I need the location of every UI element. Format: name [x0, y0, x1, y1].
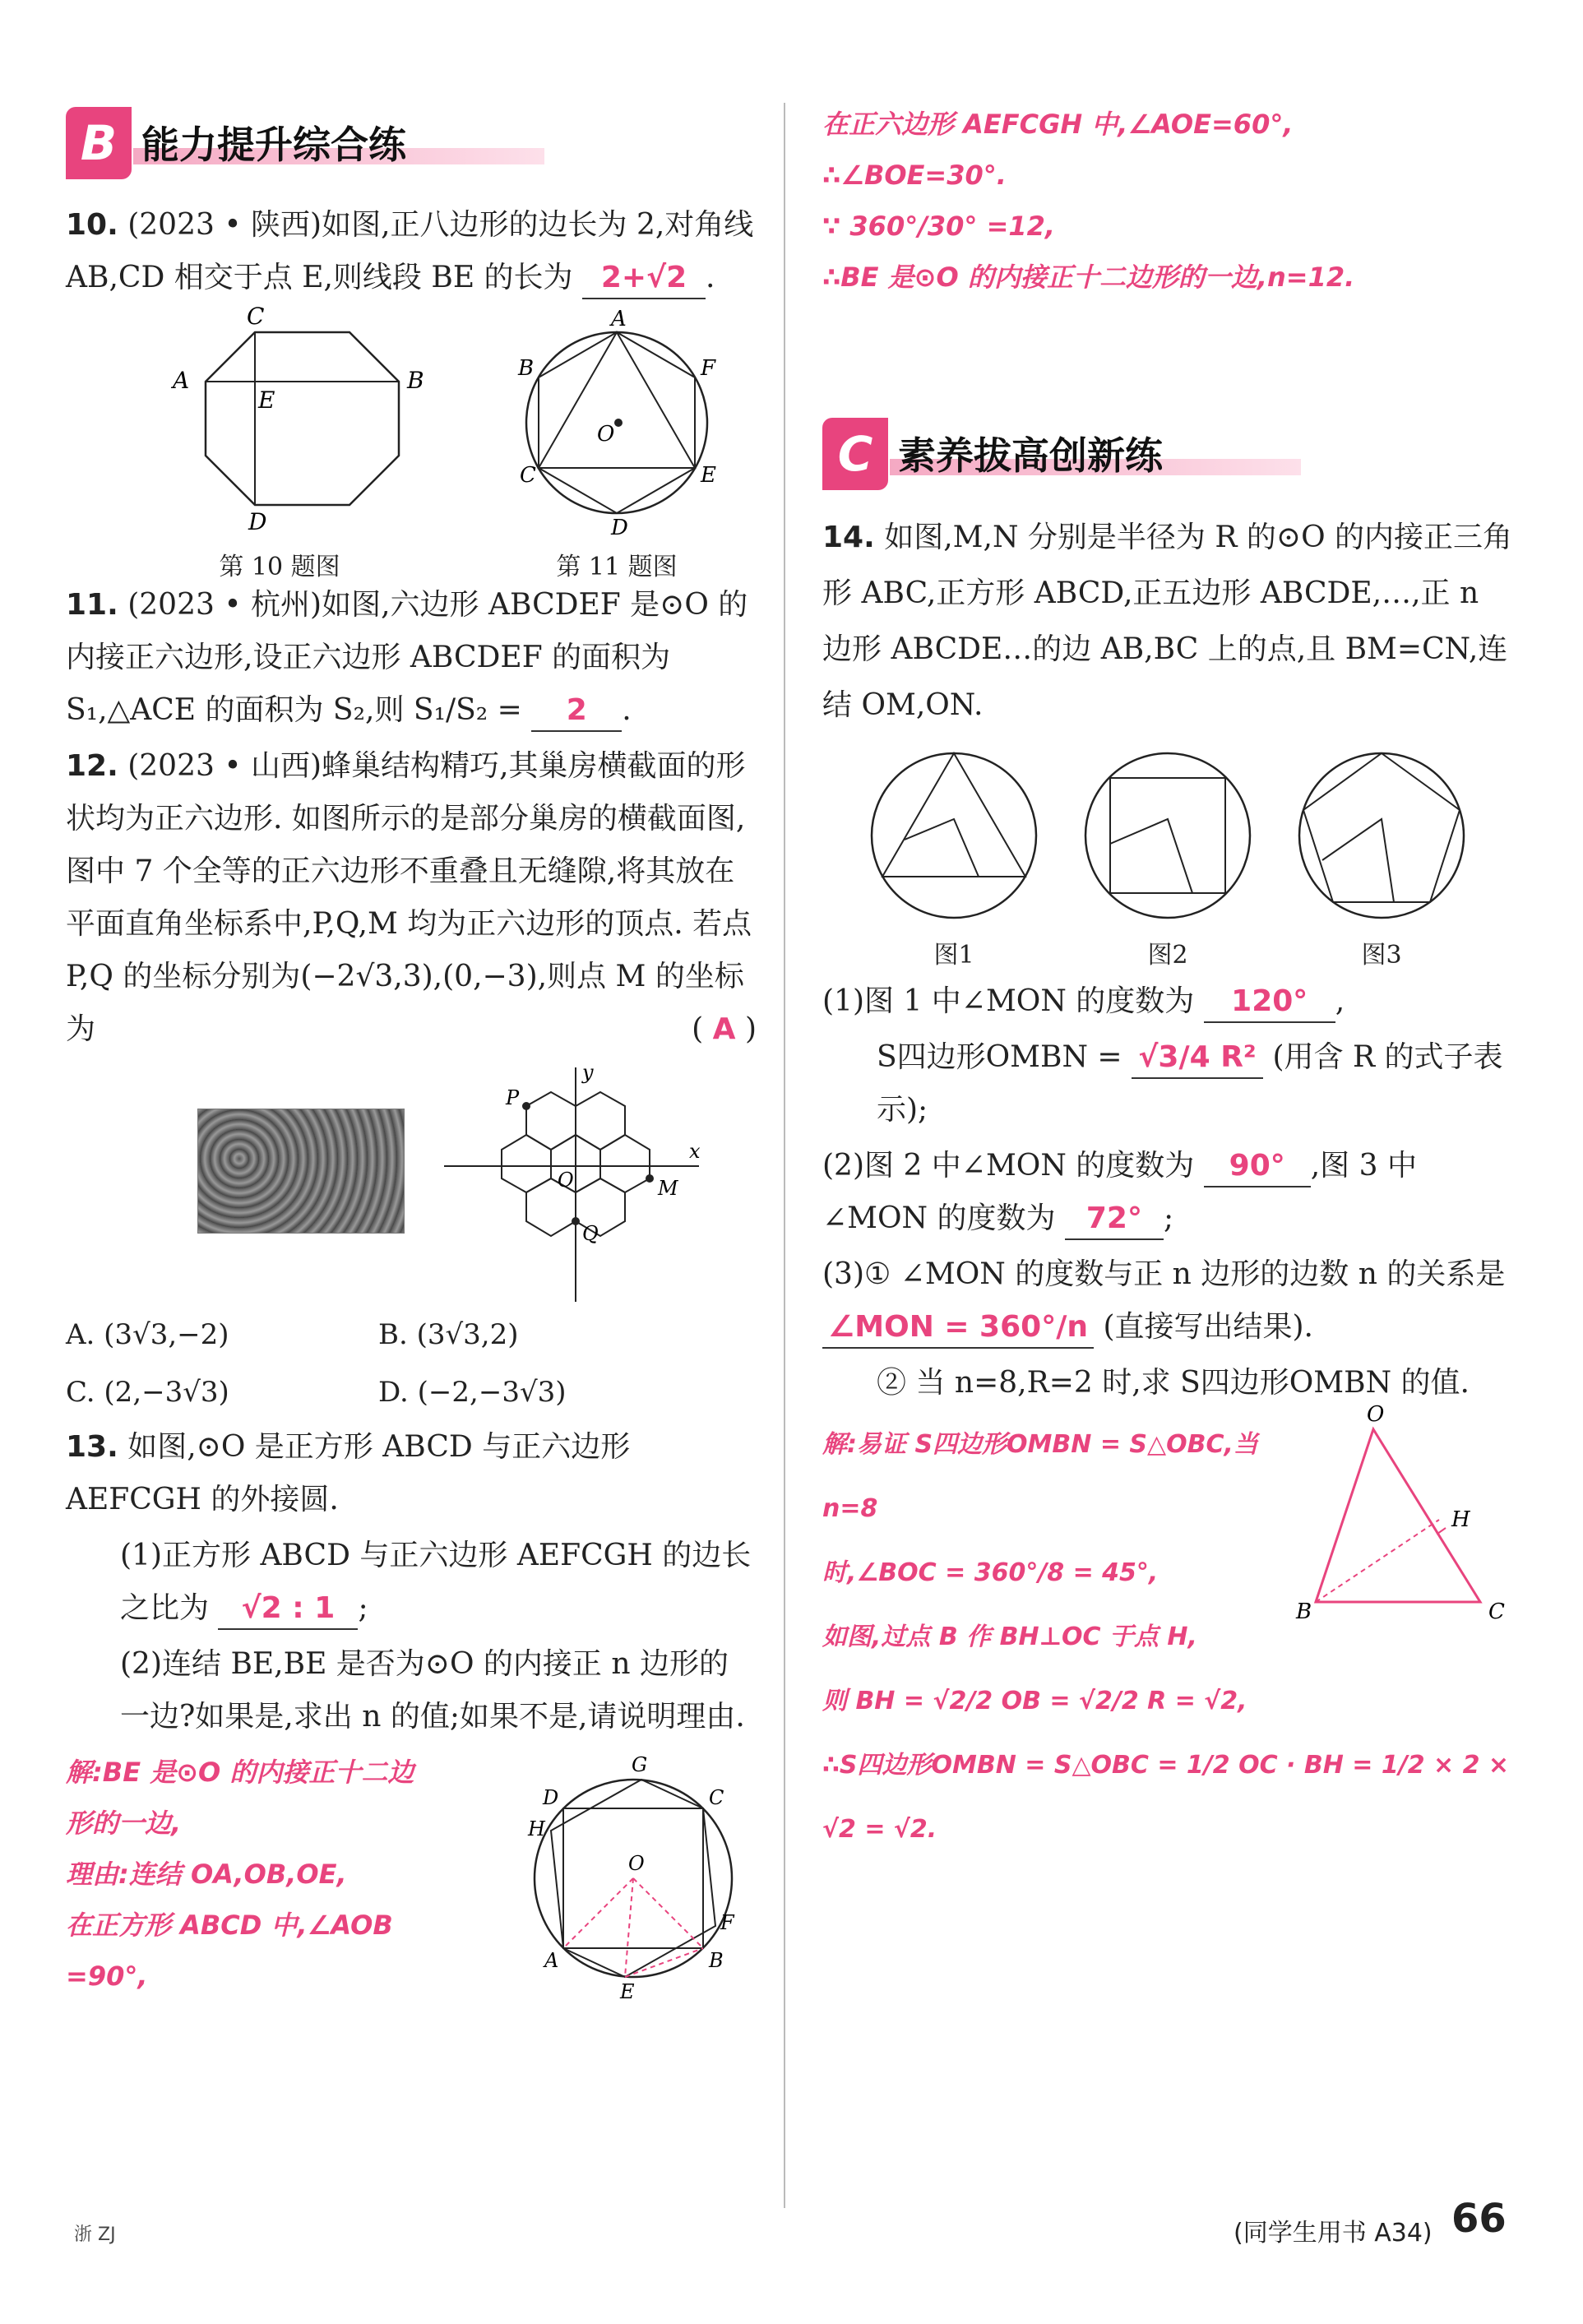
answer-blank: ∠MON = 360°/n: [822, 1308, 1094, 1349]
part-text: (2)连结 BE,BE 是否为⊙O 的内接正 n 边形的一边?如果是,求出 n 的值;如果不是,请说明理由.: [120, 1647, 745, 1734]
caption-fig1: 图1: [933, 941, 974, 970]
choice-b[interactable]: B. (3√3,2): [378, 1318, 519, 1351]
figures-10-11: [66, 303, 757, 581]
choices-12: [66, 1306, 757, 1421]
label-d: D: [611, 516, 628, 540]
octagon: [206, 332, 399, 505]
label-d: D: [248, 508, 267, 535]
hexagon-circle-figure: [444, 308, 740, 538]
caption-11: 第 11 题图: [556, 553, 678, 581]
question-13-part-1: [66, 1530, 757, 1635]
page-number: 66: [1451, 2196, 1507, 2242]
part-text: (2)图 2 中∠MON 的度数为: [822, 1149, 1195, 1183]
solution-line: ∴S四边形OMBN = S△OBC = 1/2 OC · BH = 1/2 × 2 × √2 = √2.: [822, 1751, 1510, 1844]
triangle-ace: [539, 332, 695, 468]
section-letter: C: [822, 418, 888, 490]
choice-d[interactable]: D. (−2,−3√3): [378, 1376, 567, 1409]
solution-line: 解:易证 S四边形OMBN = S△OBC,当 n=8: [822, 1430, 1258, 1523]
label-b: B: [518, 356, 535, 381]
q14-part-2: [822, 1140, 1513, 1245]
answer-blank: √2 : 1: [218, 1589, 358, 1630]
solution-line: 如图,过点 B 作 BH⊥OC 于点 H,: [822, 1623, 1197, 1651]
question-number: 13.: [66, 1430, 118, 1464]
question-text: (2023 • 杭州)如图,六边形 ABCDEF 是⊙O 的内接正六边形,设正六边形 ABCDEF 的面积为 S₁,△ACE 的面积为 S₂,则 S₁/S₂ =: [66, 588, 748, 727]
label-e: E: [701, 463, 716, 488]
answer-blank: 2+√2: [582, 258, 706, 299]
part-text: (3)① ∠MON 的度数与正 n 边形的边数 n 的关系是: [822, 1257, 1506, 1291]
triangle-obc-figure: [1291, 1396, 1513, 1643]
answer-blank: 120°: [1204, 982, 1335, 1023]
choice-answer-letter: A: [712, 1012, 736, 1046]
answer-blank: 72°: [1065, 1199, 1164, 1240]
question-14: [822, 510, 1513, 734]
right-column: [822, 99, 1513, 1844]
label-y: y: [582, 1061, 594, 1084]
question-12: [66, 740, 757, 1056]
q13-solution: [66, 1747, 493, 2002]
footer-reference: (同学生用书 A34): [1234, 2219, 1433, 2248]
question-text: (2023 • 山西)蜂巢结构精巧,其巢房横截面的形状均为正六边形. 如图所示的是部分巢房的横截面图,图中 7 个全等的正六边形不重叠且无缝隙,将其放在平面直角坐标系中,P,Q,M 均为正六边形的顶点. 若点 P,Q 的坐标分别为(−2√3,3),(0,−3),则点 M 的坐标为: [66, 749, 752, 1046]
label-f: F: [701, 356, 716, 381]
paren-close: ): [744, 1012, 757, 1046]
figure-12: [66, 1059, 757, 1306]
label-c: C: [520, 463, 536, 488]
caption-fig3: 图3: [1361, 941, 1402, 970]
label-a: A: [173, 367, 190, 394]
label-o: O: [1367, 1402, 1385, 1427]
solution-line: =90°,: [66, 1961, 148, 1992]
answer-blank: 2: [531, 691, 622, 732]
label-m: M: [658, 1177, 678, 1200]
part-text: (1)图 1 中∠MON 的度数为: [822, 984, 1195, 1018]
right-angle-mark: [1433, 1524, 1446, 1534]
solution-line: 解:BE 是⊙O 的内接正十二边: [66, 1757, 414, 1788]
label-q: Q: [582, 1222, 599, 1245]
solution-line: ∵ 360°/30° =12,: [822, 211, 1056, 242]
section-title: 素养拔高创新练: [898, 433, 1163, 478]
q14-part-1b: [822, 1031, 1513, 1137]
question-number: 12.: [66, 749, 118, 783]
hexagon-grid-figure: [428, 1059, 724, 1306]
section-c-banner: [822, 418, 1513, 492]
question-text: (2023 • 陕西)如图,正八边形的边长为 2,对角线 AB,CD 相交于点 E,则线段 BE 的长为: [66, 208, 754, 294]
footer-region: 浙 ZJ: [74, 2224, 116, 2245]
part-text: (1)正方形 ABCD 与正六边形 AEFCGH 的边长之比为: [120, 1539, 752, 1625]
figure-2-square: [1069, 737, 1266, 934]
caption-fig2: 图2: [1147, 941, 1188, 970]
octagon-figure: [156, 303, 436, 535]
solution-lines: [563, 1878, 703, 1977]
label-b: B: [407, 367, 424, 394]
left-column: [66, 107, 757, 2018]
part-end: (用含 R 的式子表示);: [877, 1040, 1503, 1127]
q14-solution-area: [822, 1402, 1513, 1844]
solution-line: 时,∠BOC = 360°/8 = 45°,: [822, 1558, 1159, 1587]
choice-answer: [692, 1003, 757, 1056]
answer-blank: √3/4 R²: [1132, 1038, 1263, 1079]
choice-a[interactable]: A. (3√3,−2): [66, 1318, 229, 1351]
question-13-part-2: [66, 1638, 757, 1743]
label-o: O: [628, 1852, 645, 1875]
question-number: 10.: [66, 208, 118, 242]
part-end: ;: [1163, 1201, 1174, 1235]
label-a: A: [544, 1949, 559, 1972]
label-p: P: [506, 1086, 520, 1109]
question-number: 11.: [66, 588, 118, 622]
solution-line: 在正方形 ABCD 中,∠AOB: [66, 1910, 393, 1941]
section-letter: B: [66, 107, 132, 179]
label-o: O: [597, 422, 615, 447]
label-h: H: [528, 1817, 545, 1840]
altitude-bh: [1316, 1520, 1439, 1602]
label-h: H: [1451, 1507, 1470, 1532]
center-dot: [614, 419, 623, 427]
label-b: B: [1296, 1599, 1312, 1624]
figure-1-triangle: [855, 737, 1053, 934]
label-c: C: [709, 1786, 724, 1809]
square-hexagon-figure: [526, 1747, 740, 2010]
honeycomb-photo: [197, 1109, 405, 1234]
question-13: [66, 1421, 757, 1526]
label-c: C: [1488, 1599, 1505, 1624]
solution-line: 则 BH = √2/2 OB = √2/2 R = √2,: [822, 1687, 1247, 1715]
label-g: G: [632, 1753, 648, 1776]
part-end: (直接写出结果).: [1103, 1310, 1313, 1344]
point-m: [646, 1174, 654, 1183]
label-o: O: [558, 1169, 574, 1192]
paren-open: (: [692, 1012, 704, 1046]
question-10: 10. (2023 • 陕西)如图,正八边形的边长为 2,对角线 AB,CD 相交于点 E,则线段 BE 的长为 2+√2 .: [66, 199, 757, 304]
q14-part-1a: [822, 975, 1513, 1028]
part-text: ② 当 n=8,R=2 时,求 S四边形OMBN 的值.: [877, 1366, 1470, 1400]
figure-3-pentagon: [1283, 737, 1480, 934]
choice-c[interactable]: C. (2,−3√3): [66, 1376, 229, 1409]
point-p: [522, 1102, 530, 1110]
q13-solution-area: [66, 1747, 757, 2018]
label-d: D: [543, 1786, 559, 1809]
label-b: B: [709, 1949, 724, 1972]
part-end: ,: [1335, 984, 1345, 1018]
label-a: A: [611, 307, 627, 331]
solution-line: ∴∠BOE=30°.: [822, 160, 1007, 191]
label-c: C: [247, 303, 265, 330]
part-text: ,图 3 中∠MON 的度数为: [822, 1149, 1417, 1235]
question-text: 如图,⊙O 是正方形 ABCD 与正六边形 AEFCGH 的外接圆.: [66, 1430, 631, 1516]
part-text: S四边形OMBN =: [877, 1040, 1122, 1074]
solution-line: ∴BE 是⊙O 的内接正十二边形的一边,n=12.: [822, 262, 1355, 293]
solution-line: 在正六边形 AEFCGH 中,∠AOE=60°,: [822, 109, 1294, 140]
point-q: [572, 1217, 580, 1225]
question-11: 11. (2023 • 杭州)如图,六边形 ABCDEF 是⊙O 的内接正六边形,设正六边形 ABCDEF 的面积为 S₁,△ACE 的面积为 S₂,则 S₁/S₂ = 2 .: [66, 579, 757, 737]
label-e: E: [620, 1980, 635, 2003]
column-divider: [784, 103, 785, 2208]
question-number: 14.: [822, 521, 875, 554]
part-end: ;: [358, 1591, 368, 1625]
solution-line: 理由:连结 OA,OB,OE,: [66, 1859, 347, 1890]
section-title: 能力提升综合练: [141, 123, 406, 167]
q14-figures: [822, 737, 1513, 975]
answer-blank: 90°: [1204, 1146, 1311, 1187]
section-b-banner: [66, 107, 757, 181]
question-text: 如图,M,N 分别是半径为 R 的⊙O 的内接正三角形 ABC,正方形 ABCD,正五边形 ABCDE,…,正 n 边形 ABCDE…的边 AB,BC 上的点,且 BM=CN,连结 OM,ON.: [822, 521, 1513, 722]
label-e: E: [258, 387, 275, 414]
solution-line: 形的一边,: [66, 1808, 182, 1839]
q14-part-3a: [822, 1248, 1513, 1354]
caption-10: 第 10 题图: [219, 553, 340, 581]
q13-solution-continued: [822, 99, 1513, 303]
label-f: F: [720, 1911, 734, 1934]
label-x: x: [689, 1140, 701, 1163]
